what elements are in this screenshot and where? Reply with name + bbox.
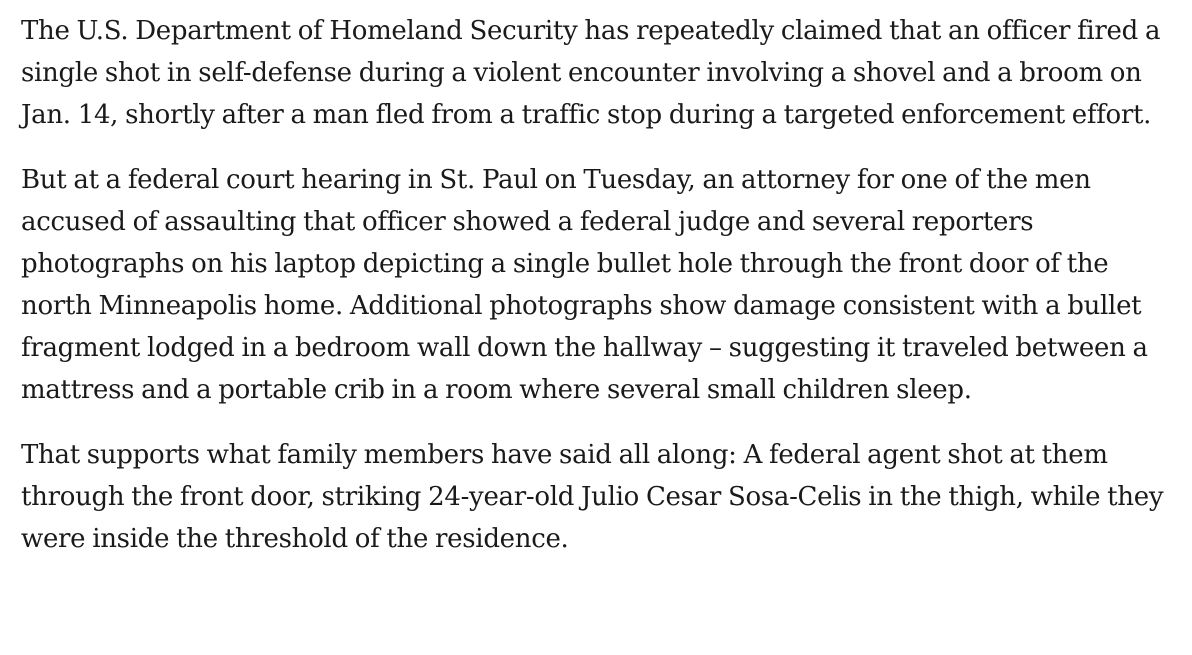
article-paragraph-3: That supports what family members have said all along: A federal agent shot at them through the front door, striking 24-year-old Julio Cesar Sosa-Celis in the thigh, while they were inside the threshold of the residence.	[21, 440, 1164, 554]
article-paragraph-1: The U.S. Department of Homeland Security has repeatedly claimed that an officer fired a single shot in self-defense during a violent encounter involving a shovel and a broom on Jan. 14, shortly after a man fled from a traffic stop during a targeted enforcement effort.	[21, 16, 1161, 130]
article-paragraph-2: But at a federal court hearing in St. Paul on Tuesday, an attorney for one of the men accused of assaulting that officer showed a federal judge and several reporters photographs on his laptop depicting a single bullet hole through the front door of the north Minneapolis home. Additional photographs show damage consistent with a bullet fragment lodged in a bedroom wall down the hallway – suggesting it traveled between a mattress and a portable crib in a room where several small children sleep.	[21, 165, 1148, 405]
